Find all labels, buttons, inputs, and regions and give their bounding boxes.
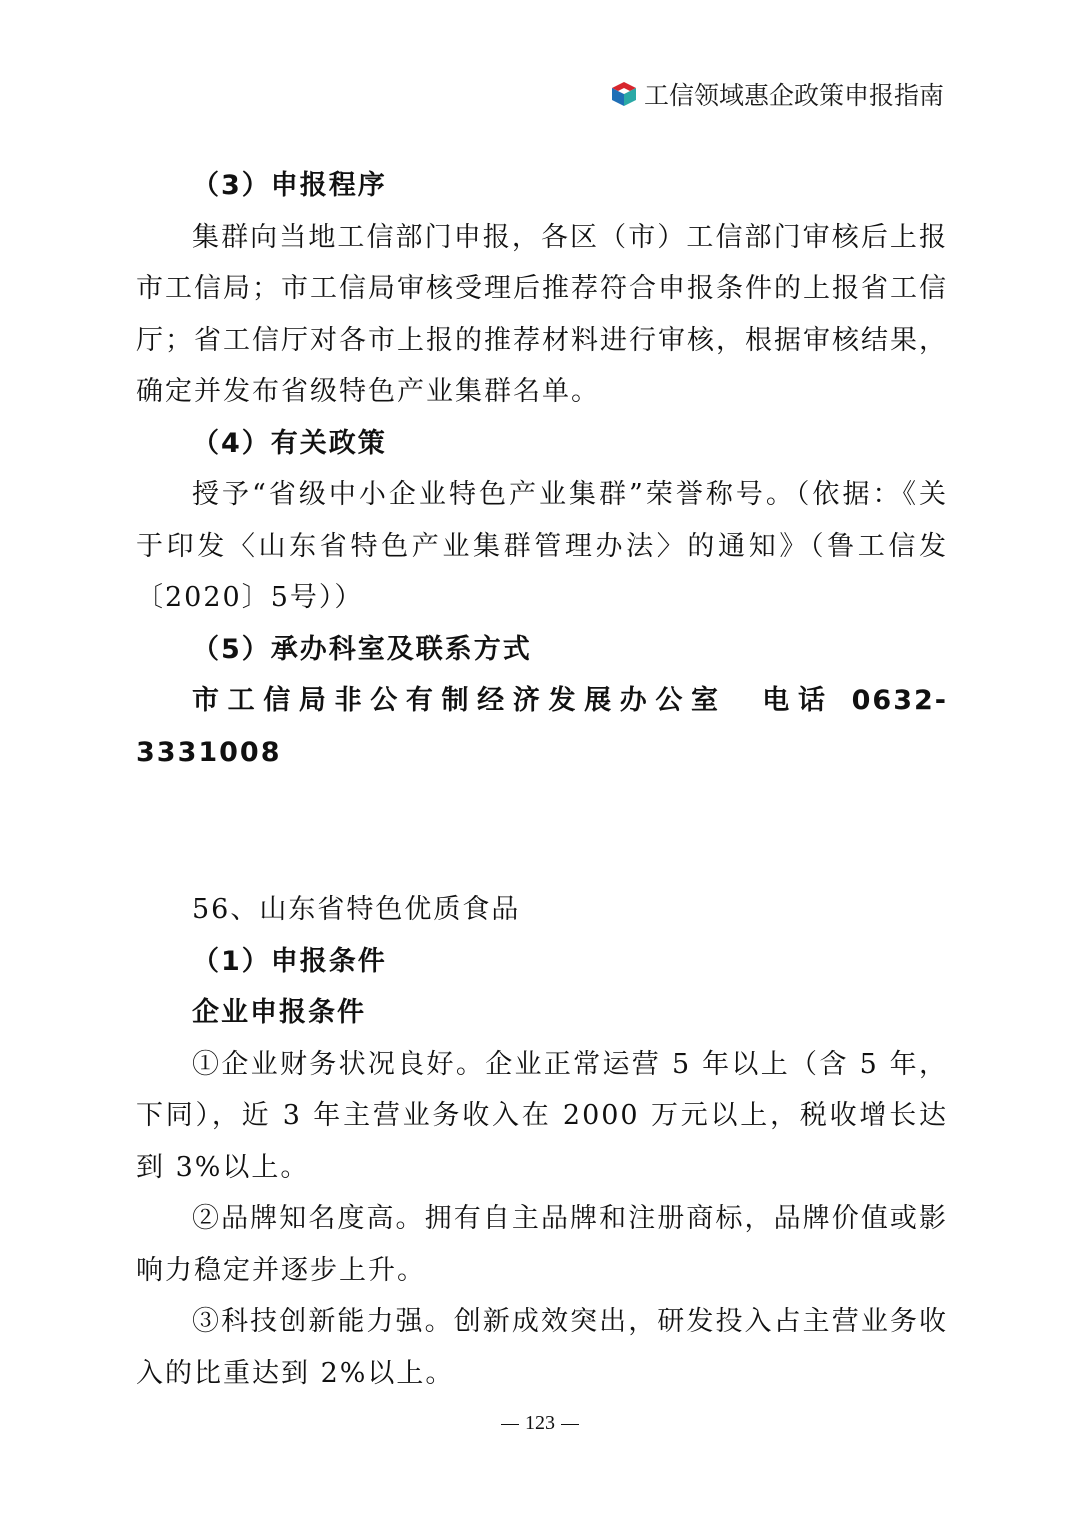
page-footer (0, 1412, 1080, 1435)
section-4-heading: （4）有关政策 (192, 427, 387, 459)
condition-1: ①企业财务状况良好。企业正常运营 5 年以上（含 5 年，下同），近 3 年主营业务收入在 2000 万元以上，税收增长达到 3%以上。 (136, 1048, 948, 1183)
section-3-heading: （3）申报程序 (192, 170, 387, 201)
section-5-heading: （5）承办科室及联系方式 (192, 633, 532, 665)
section-gap (136, 778, 948, 884)
enterprise-conditions-heading: 企业申报条件 (192, 997, 366, 1028)
item-56-conditions-heading: （1）申报条件 (192, 945, 387, 977)
footer-dash-left (501, 1424, 519, 1425)
condition-3: ③科技创新能力强。创新成效突出，研发投入占主营业务收入的比重达到 2%以上。 (136, 1306, 948, 1389)
section-4-paragraph: 授予“省级中小企业特色产业集群”荣誉称号。（依据：《关于印发〈山东省特色产业集群管理办法〉的通知》（鲁工信发〔2020〕5号）） (136, 479, 948, 613)
item-56-title: 56、山东省特色优质食品 (192, 894, 521, 925)
document-body (136, 160, 948, 1399)
page-number: 123 (525, 1412, 555, 1434)
section-3-paragraph: 集群向当地工信部门申报，各区（市）工信部门审核后上报市工信局；市工信局审核受理后推荐符合申报条件的上报省工信厅；省工信厅对各市上报的推荐材料进行审核，根据审核结果，确定并发布省级特色产业集群名单。 (136, 221, 948, 407)
footer-dash-right (561, 1424, 579, 1425)
header-title: 工信领域惠企政策申报指南 (643, 81, 944, 110)
guide-logo-icon (608, 78, 640, 110)
page-header (608, 76, 944, 112)
condition-2: ②品牌知名度高。拥有自主品牌和注册商标，品牌价值或影响力稳定并逐步上升。 (136, 1203, 948, 1286)
contact-line: 市工信局非公有制经济发展办公室 电话 0632-3331008 (136, 685, 948, 768)
